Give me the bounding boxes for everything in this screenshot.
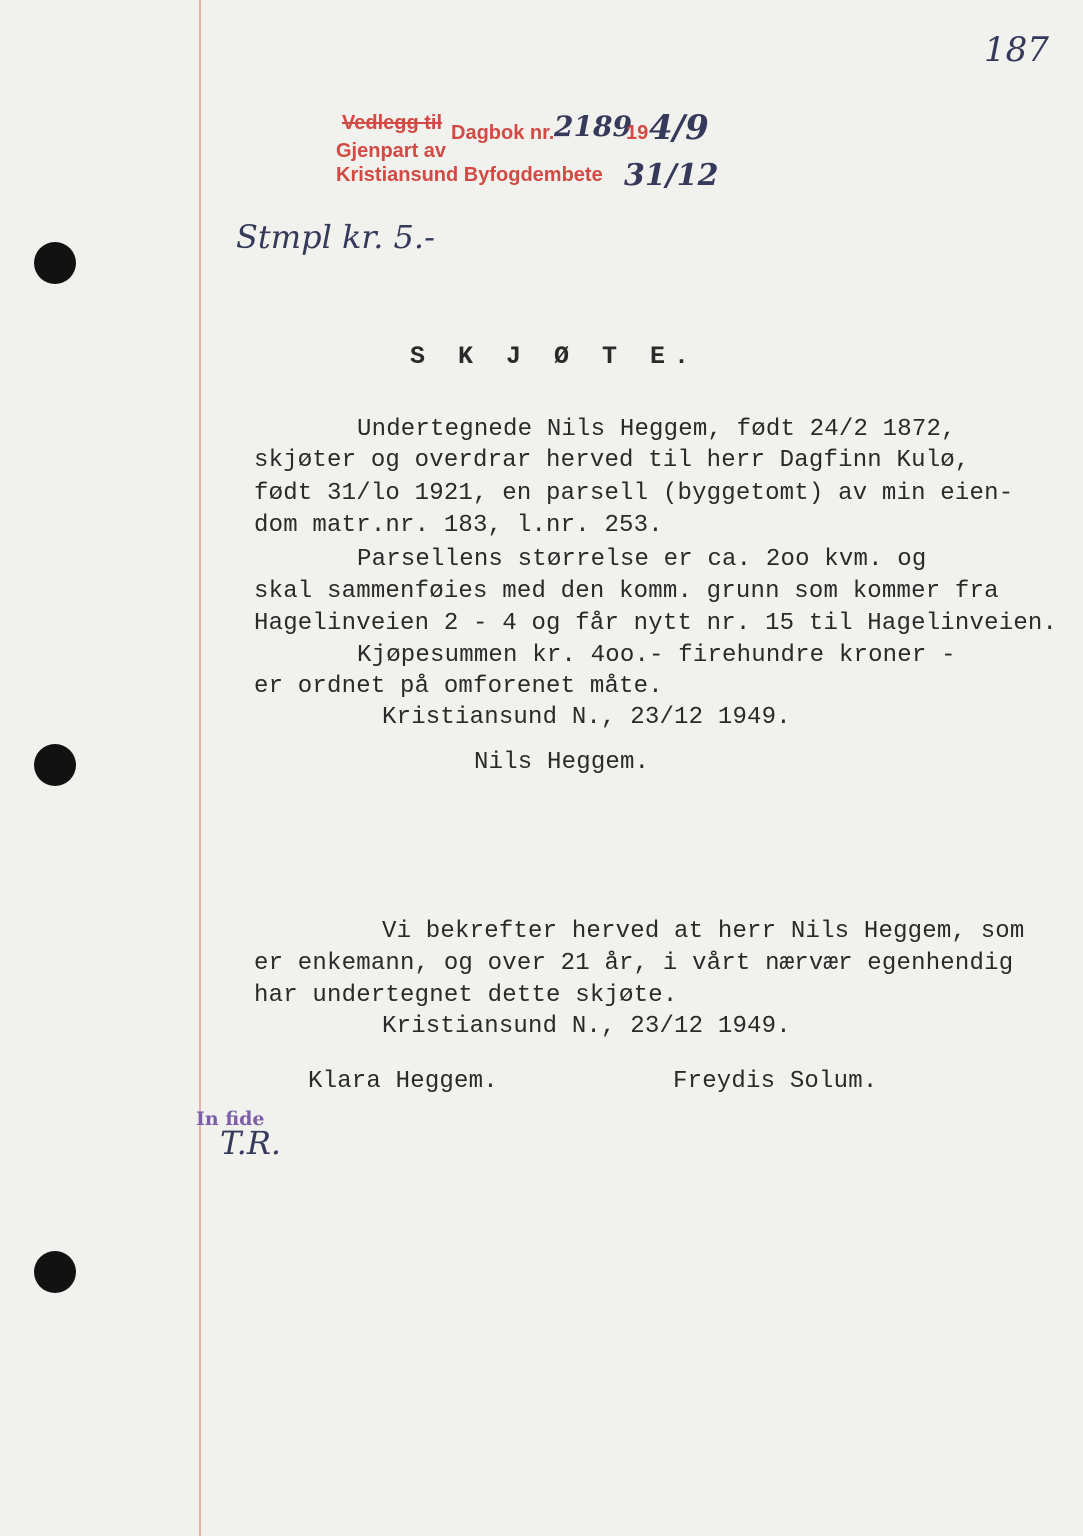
stamp-date-handwritten: 31/12 (624, 158, 719, 193)
page-number: 187 (984, 30, 1049, 70)
paragraph3-line: er ordnet på omforenet måte. (254, 673, 663, 700)
place-date: Kristiansund N., 23/12 1949. (382, 1013, 791, 1040)
paragraph2-line: skal sammenføies med den komm. grunn som kommer fra (254, 578, 999, 605)
paragraph4-line: Vi bekrefter herved at herr Nils Heggem, som (382, 918, 1025, 945)
paragraph2-line: Parsellens størrelse er ca. 2oo kvm. og (357, 546, 927, 573)
filing-initials: T.R. (220, 1124, 282, 1162)
stamp-year-handwritten: 4/9 (649, 108, 709, 148)
paragraph1-line: skjøter og overdrar herved til herr Dagfinn Kulø, (254, 447, 970, 474)
witness-signature: Klara Heggem. (308, 1068, 498, 1095)
punch-hole-bottom (34, 1251, 76, 1293)
stamp-struck-label: Vedlegg til (342, 112, 443, 134)
paragraph2-line: Hagelinveien 2 - 4 og får nytt nr. 15 til Hagelinveien. (254, 610, 1058, 637)
stamp-gjenpart: Gjenpart av (336, 140, 447, 162)
filing-stamp: In fide (196, 1108, 265, 1130)
paragraph4-line: har undertegnet dette skjøte. (254, 982, 678, 1009)
paragraph1-line: dom matr.nr. 183, l.nr. 253. (254, 512, 663, 539)
paragraph4-line: er enkemann, og over 21 år, i vårt nærvær egenhendig (254, 950, 1014, 977)
margin-rule (199, 0, 201, 1536)
witness-signature: Freydis Solum. (673, 1068, 878, 1095)
stamp-dagbok-number: 2189 (554, 110, 632, 143)
stamp-year: 19 (626, 122, 649, 144)
stamp-fee-note: Stmpl kr. 5.- (236, 218, 435, 256)
paragraph3-line: Kjøpesummen kr. 4oo.- firehundre kroner - (357, 642, 956, 669)
document-title: S K J Ø T E. (410, 342, 699, 371)
punch-hole-top (34, 242, 76, 284)
place-date: Kristiansund N., 23/12 1949. (382, 704, 791, 731)
seller-signature: Nils Heggem. (474, 749, 650, 776)
paragraph1-line: Undertegnede Nils Heggem, født 24/2 1872, (357, 416, 956, 443)
stamp-dagbok-label: Dagbok nr. (451, 122, 555, 144)
punch-hole-middle (34, 744, 76, 786)
stamp-office: Kristiansund Byfogdembete (336, 164, 603, 186)
paragraph1-line: født 31/lo 1921, en parsell (byggetomt) av min eien- (254, 480, 1014, 507)
